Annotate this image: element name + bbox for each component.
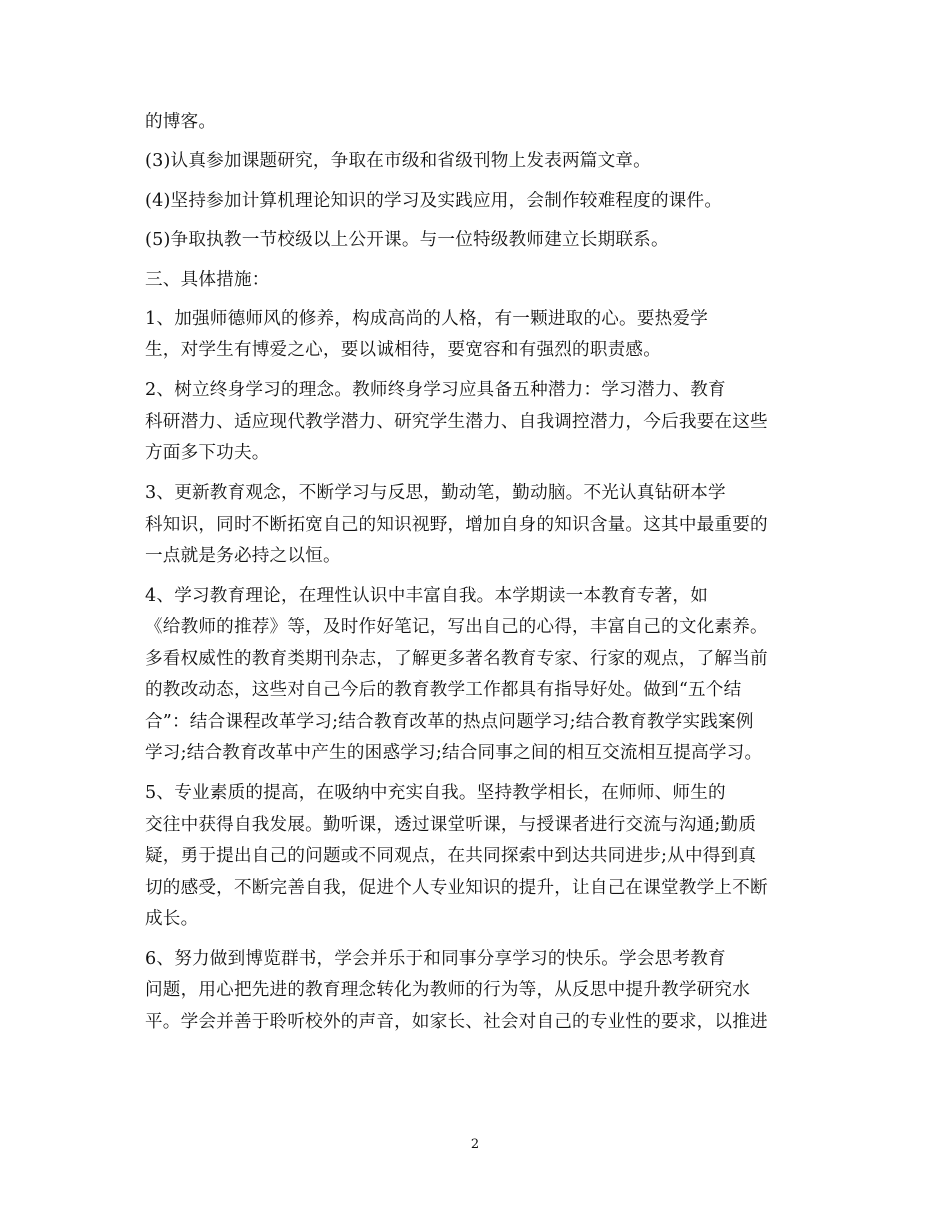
- text-line: 3、更新教育观念，不断学习与反思，勤动笔，勤动脑。不光认真钻研本学: [145, 483, 726, 503]
- text-line: (4)坚持参加计算机理论知识的学习及实践应用，会制作较难程度的课件。: [145, 191, 723, 211]
- text-line: (5)争取执教一节校级以上公开课。与一位特级教师建立长期联系。: [145, 230, 669, 250]
- text-line: 切的感受，不断完善自我，促进个人专业知识的提升，让自己在课堂教学上不断: [145, 878, 768, 898]
- page-number: 2: [470, 1137, 480, 1152]
- text-line: 生，对学生有博爱之心，要以诚相待，要宽容和有强烈的职责感。: [145, 340, 662, 360]
- text-line: 6、努力做到博览群书，学会并乐于和同事分享学习的快乐。学会思考教育: [145, 949, 726, 969]
- text-line: (3)认真参加课题研究，争取在市级和省级刊物上发表两篇文章。: [145, 151, 651, 171]
- text-line: 问题，用心把先进的教育理念转化为教师的行为等，从反思中提升教学研究水: [145, 980, 750, 1000]
- text-line: 4、学习教育理论，在理性认识中丰富自我。本学期读一本教育专著，如: [145, 586, 709, 606]
- text-line: 一点就是务必持之以恒。: [145, 546, 341, 566]
- text-line: 的博客。: [145, 112, 217, 132]
- section-heading: 三、具体措施：: [145, 270, 270, 290]
- text-line: 1、加强师德师风的修养，构成高尚的人格，有一颗进取的心。要热爱学: [145, 309, 709, 329]
- text-line: 科研潜力、适应现代教学潜力、研究学生潜力、自我调控潜力，今后我要在这些: [145, 412, 768, 432]
- text-line: 5、专业素质的提高，在吸纳中充实自我。坚持教学相长，在师师、师生的: [145, 783, 726, 803]
- text-line: 交往中获得自我发展。勤听课，透过课堂听课，与授课者进行交流与沟通;勤质: [145, 815, 757, 835]
- text-line: 学习;结合教育改革中产生的困惑学习;结合同事之间的相互交流相互提高学习。: [145, 743, 763, 763]
- text-line: 方面多下功夫。: [145, 443, 270, 463]
- text-line: 成长。: [145, 909, 199, 929]
- text-line: 疑，勇于提出自己的问题或不同观点，在共同探索中到达共同进步;从中得到真: [145, 846, 757, 866]
- text-line: 2、树立终身学习的理念。教师终身学习应具备五种潜力：学习潜力、教育: [145, 380, 726, 400]
- text-line: 合”：结合课程改革学习;结合教育改革的热点问题学习;结合教育教学实践案例: [145, 712, 754, 732]
- text-line: 平。学会并善于聆听校外的声音，如家长、社会对自己的专业性的要求，以推进: [145, 1012, 768, 1032]
- text-line: 《给教师的推荐》等，及时作好笔记，写出自己的心得，丰富自己的文化素养。: [145, 617, 768, 637]
- text-line: 科知识，同时不断拓宽自己的知识视野，增加自身的知识含量。这其中最重要的: [145, 515, 768, 535]
- text-line: 的教改动态，这些对自己今后的教育教学工作都具有指导好处。做到“五个结: [145, 680, 742, 700]
- text-line: 多看权威性的教育类期刊杂志，了解更多著名教育专家、行家的观点，了解当前: [145, 649, 768, 669]
